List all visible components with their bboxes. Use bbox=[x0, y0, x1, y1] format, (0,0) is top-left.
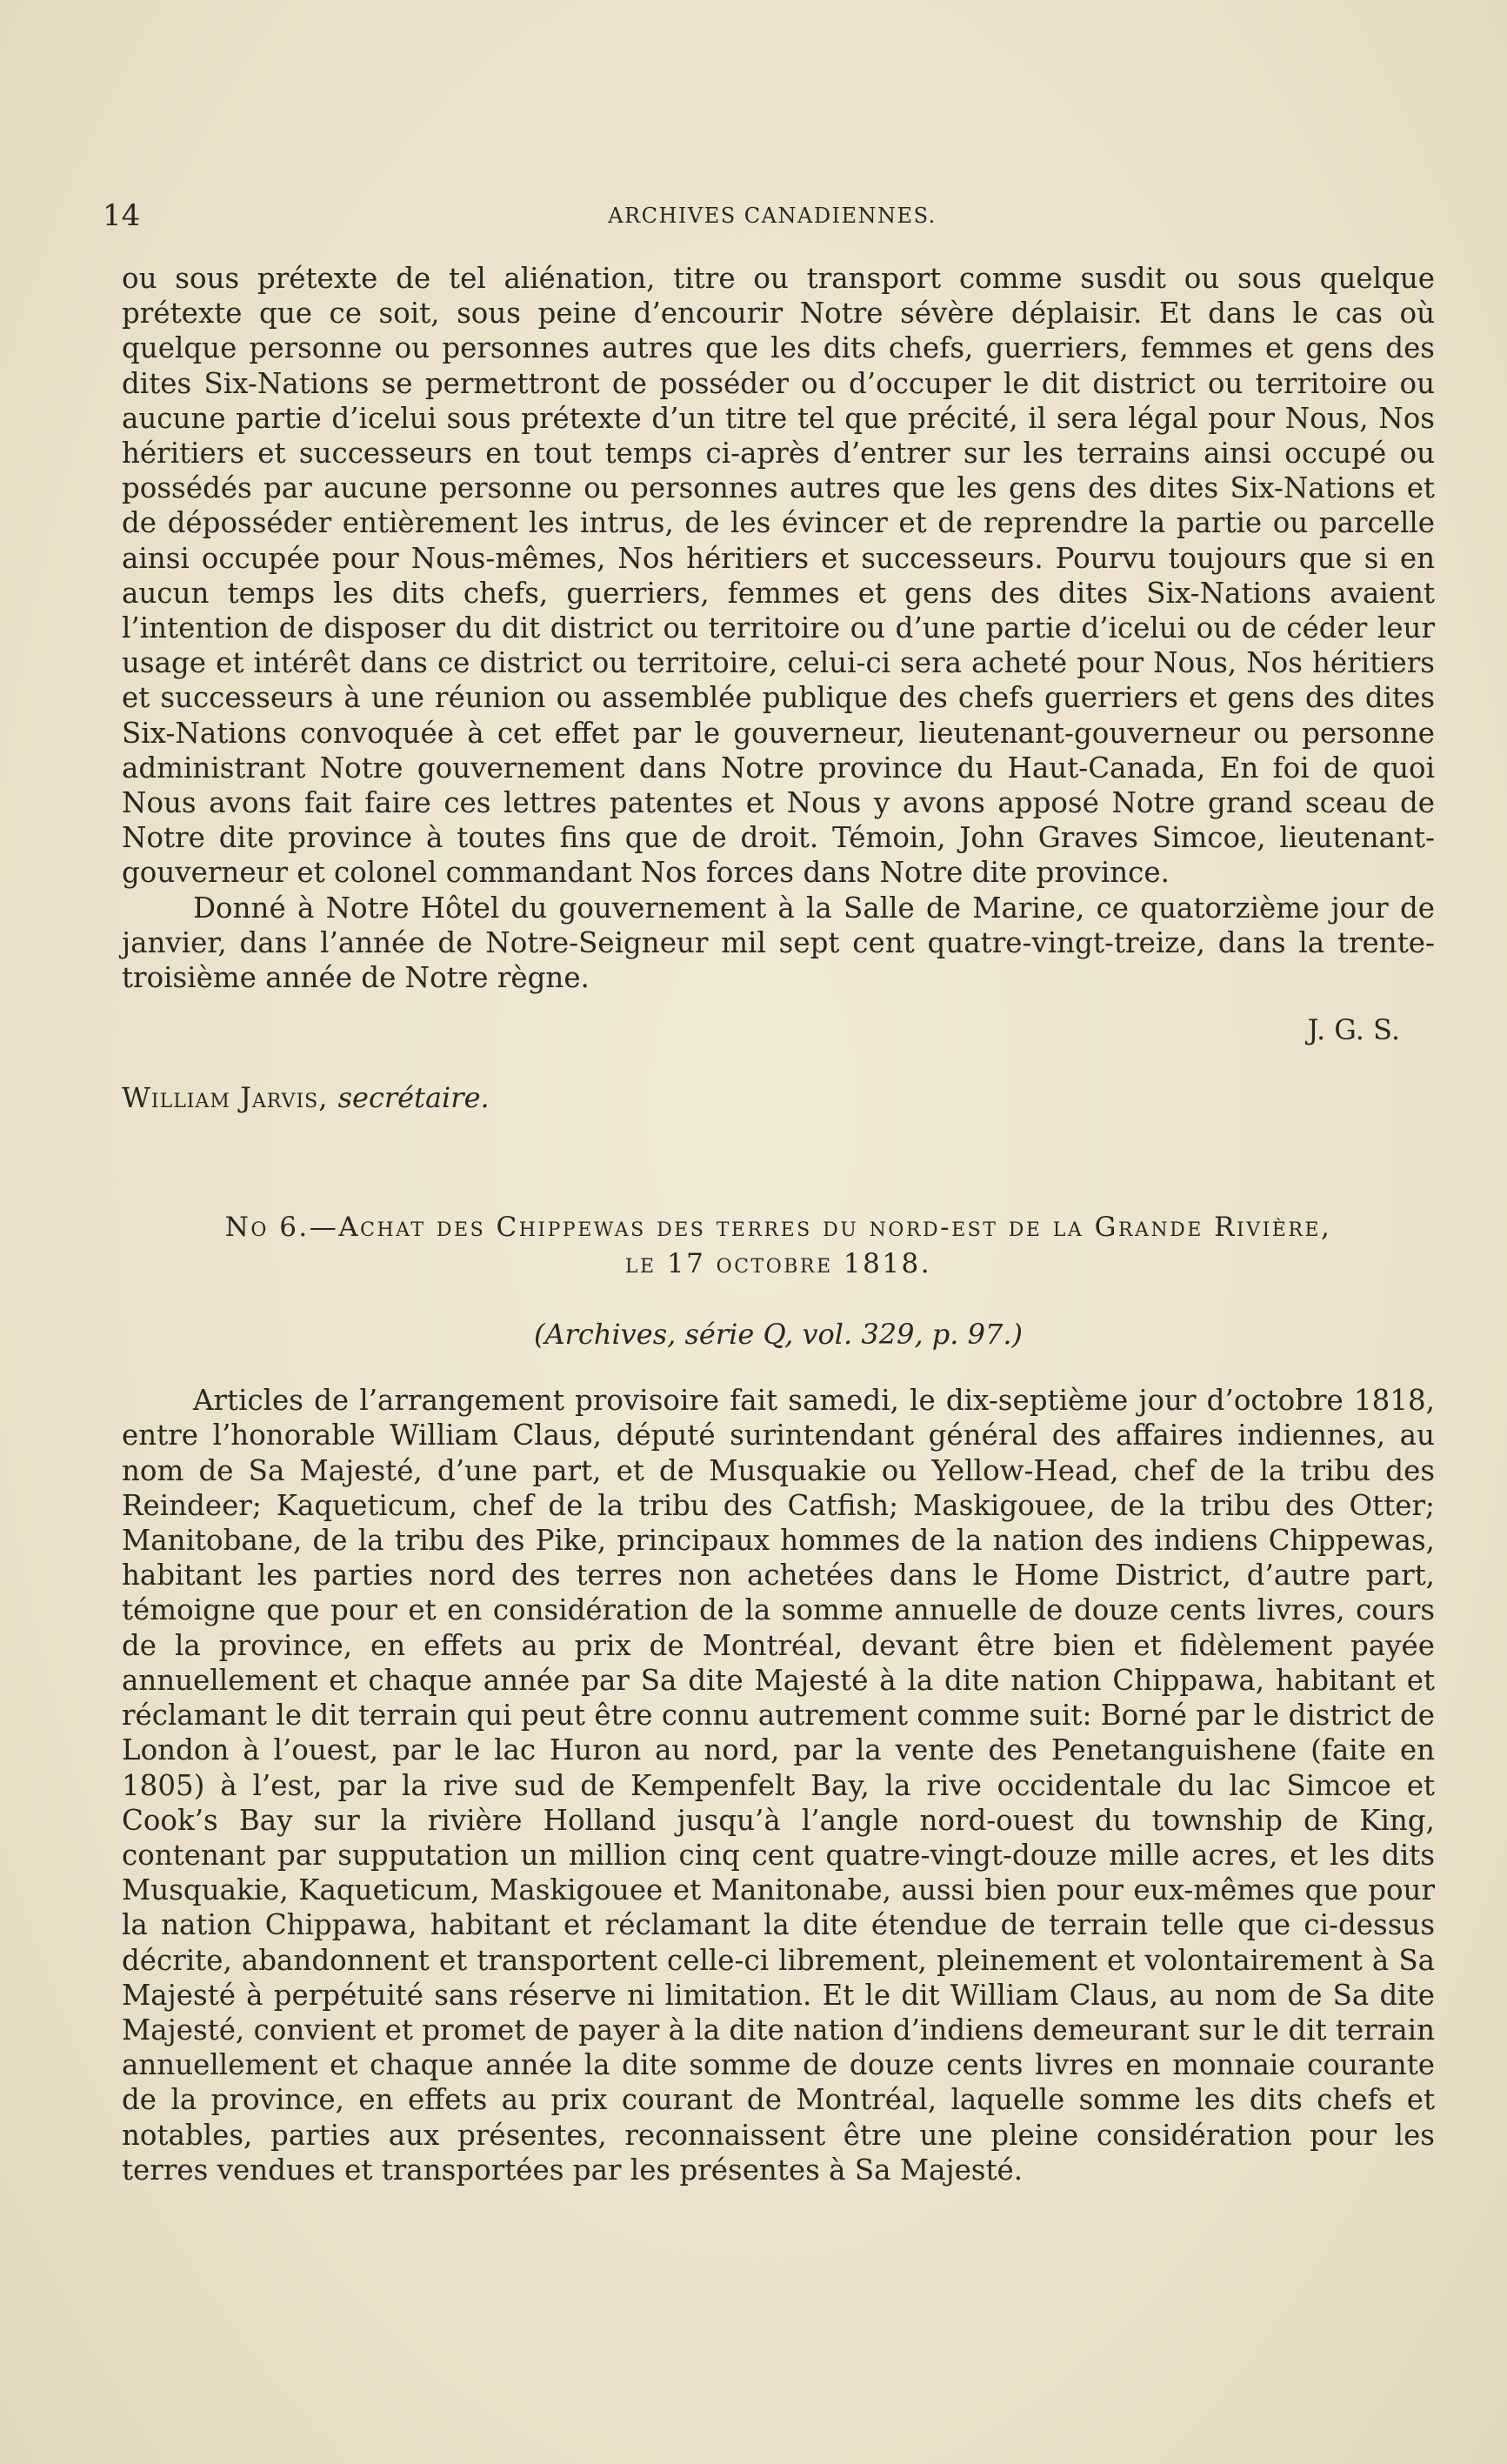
dated-paragraph: Donné à Notre Hôtel du gouvernement à la Salle de Marine, ce quatorzième jour de janvier, dans l’année de Notre-Seigneur mil sept cent quatre-vingt-treize, dans la trente-troisième année de Notre règne. bbox=[122, 891, 1435, 995]
agreement-paragraph: Articles de l’arrangement provisoire fait samedi, le dix-septième jour d’octobre 1818, entre l’honorable William Claus, député surintendant général des affaires indiennes, au nom de Sa Majesté, d’une part, et de Musquakie ou Yellow-Head, chef de la tribu des Reindeer; Kaqueticum, chef de la tribu des Catfish; Maskigouee, de la tribu des Otter; Manitobane, de la tribu des Pike, principaux hommes de la nation des indiens Chippewas, habitant les parties nord des terres non achetées dans le Home District, d’autre part, témoigne que pour et en considération de la somme annuelle de douze cents livres, cours de la province, en effets au prix de Montréal, devant être bien et fidèlement payée annuellement et chaque année par Sa dite Majesté à la dite nation Chippawa, habitant et réclamant le dit terrain qui peut être connu autrement comme suit: Borné par le district de London à l’ouest, par le lac Huron au nord, par la vente des Penetanguishene (faite en 1805) à l’est, par la rive sud de Kempenfelt Bay, la rive occidentale du lac Simcoe et Cook’s Bay sur la rivière Holland jusqu’à l’angle nord-ouest du township de King, contenant par supputation un million cinq cent quatre-vingt-douze mille acres, et les dits Musquakie, Kaqueticum, Maskigouee et Manitonabe, aussi bien pour eux-mêmes que pour la nation Chippawa, habitant et réclamant la dite étendue de terrain telle que ci-dessus décrite, abandonnent et transportent celle-ci librement, pleinement et volontairement à Sa Majesté à perpétuité sans réserve ni limitation. Et le dit William Claus, au nom de Sa dite Majesté, convient et promet de payer à la dite nation d’indiens demeurant sur le dit terrain annuellement et chaque année la dite somme de douze cents livres en monnaie courante de la province, en effets au prix courant de Montréal, laquelle somme les dits chefs et notables, parties aux présentes, reconnaissent être une pleine considération pour les terres vendues et transportées par les présentes à Sa Majesté. bbox=[122, 1384, 1435, 2187]
section-heading-line2: le 17 octobre 1818. bbox=[624, 1248, 932, 1280]
page-body bbox=[122, 261, 1435, 2187]
source-citation: (Archives, série Q, vol. 329, p. 97.) bbox=[534, 1318, 1023, 1352]
secretary-role: secrétaire. bbox=[337, 1081, 490, 1115]
section-heading-line1: No 6.—Achat des Chippewas des terres du nord-est de la Grande Rivière, bbox=[224, 1212, 1332, 1244]
continuation-paragraph: ou sous prétexte de tel aliénation, titre ou transport comme susdit ou sous quelque prétexte que ce soit, sous peine d’encourir Notre sévère déplaisir. Et dans le cas où quelque personne ou personnes autres que les dits chefs, guerriers, femmes et gens des dites Six-Nations se permettront de posséder ou d’occuper le dit district ou territoire ou aucune partie d’icelui sous prétexte d’un titre tel que précité, il sera légal pour Nous, Nos héritiers et successeurs en tout temps ci-après d’entrer sur les terrains ainsi occupé ou possédés par aucune personne ou personnes autres que les gens des dites Six-Nations et de déposséder entièrement les intrus, de les évincer et de reprendre la partie ou parcelle ainsi occupée pour Nous-mêmes, Nos héritiers et successeurs. Pourvu toujours que si en aucun temps les dits chefs, guerriers, femmes et gens des dites Six-Nations avaient l’intention de disposer du dit district ou territoire ou d’une partie d’icelui ou de céder leur usage et intérêt dans ce district ou territoire, celui-ci sera acheté pour Nous, Nos héritiers et successeurs à une réunion ou assemblée publique des chefs guerriers et gens des dites Six-Nations convoquée à cet effet par le gouverneur, lieutenant-gouverneur ou personne administrant Notre gouvernement dans Notre province du Haut-Canada, En foi de quoi Nous avons fait faire ces lettres patentes et Nous y avons apposé Notre grand sceau de Notre dite province à toutes fins que de droit. Témoin, John Graves Simcoe, lieutenant-gouverneur et colonel commandant Nos forces dans Notre dite province. bbox=[122, 262, 1435, 890]
section-heading bbox=[122, 1209, 1435, 1282]
signature-initials: J. G. S. bbox=[1307, 1013, 1400, 1047]
secretary-line bbox=[122, 1080, 1435, 1115]
running-head bbox=[103, 198, 1442, 233]
page-number: 14 bbox=[103, 198, 141, 233]
running-title: ARCHIVES CANADIENNES. bbox=[608, 204, 937, 228]
secretary-name: William Jarvis, bbox=[122, 1081, 329, 1115]
